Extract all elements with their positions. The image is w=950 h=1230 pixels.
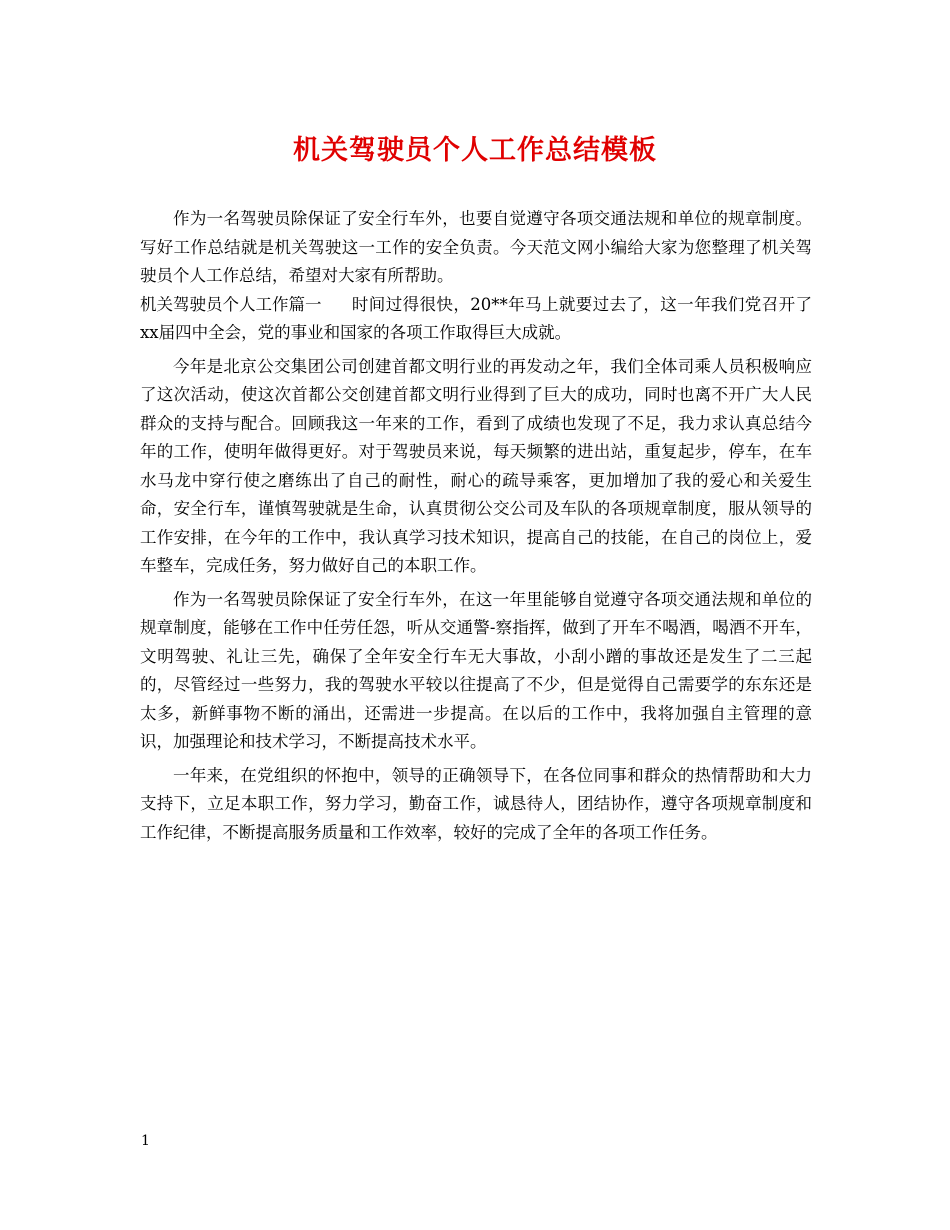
- body-paragraph: 一年来，在党组织的怀抱中，领导的正确领导下，在各位同事和群众的热情帮助和大力支持下，立足本职工作，努力学习，勤奋工作，诚恳待人，团结协作，遵守各项规章制度和工作纪律，不断提高服务质量和工作效率，较好的完成了全年的各项工作任务。: [140, 765, 812, 842]
- document-title: 机关驾驶员个人工作总结模板: [293, 135, 657, 166]
- document-body: [140, 205, 812, 847]
- body-paragraph: 今年是北京公交集团公司创建首都文明行业的再发动之年，我们全体司乘人员积极响应了这次活动，使这次首都公交创建首都文明行业得到了巨大的成功，同时也离不开广大人民群众的支持与配合。回顾我这一年来的工作，看到了成绩也发现了不足，我力求认真总结今年的工作，使明年做得更好。对于驾驶员来说，每天频繁的进出站，重复起步，停车，在车水马龙中穿行使之磨练出了自己的耐性，耐心的疏导乘客，更加增加了我的爱心和关爱生命，安全行车，谨慎驾驶就是生命，认真贯彻公交公司及车队的各项规章制度，服从领导的工作安排，在今年的工作中，我认真学习技术知识，提高自己的技能，在自己的岗位上，爱车整车，完成任务，努力做好自己的本职工作。: [140, 356, 812, 575]
- intro-paragraph: 作为一名驾驶员除保证了安全行车外，也要自觉遵守各项交通法规和单位的规章制度。写好工作总结就是机关驾驶这一工作的安全负责。今天范文网小编给大家为您整理了机关驾驶员个人工作总结，希望对大家有所帮助。: [140, 209, 812, 285]
- page-number: 1: [141, 1133, 150, 1149]
- section-first-paragraph-text: 时间过得很快，20**年马上就要过去了，这一年我们党召开了xx届四中全会，党的事业和国家的各项工作取得巨大成就。: [140, 294, 812, 342]
- section-first-paragraph: [140, 291, 812, 348]
- body-paragraph: 作为一名驾驶员除保证了安全行车外，在这一年里能够自觉遵守各项交通法规和单位的规章制度，能够在工作中任劳任怨，听从交通警-察指挥，做到了开车不喝酒，喝酒不开车，文明驾驶、礼让三先，确保了全年安全行车无大事故，小刮小蹭的事故还是发生了二三起的，尽管经过一些努力，我的驾驶水平较以往提高了不少，但是觉得自己需要学的东东还是太多，新鲜事物不断的涌出，还需进一步提高。在以后的工作中，我将加强自主管理的意识，加强理论和技术学习，不断提高技术水平。: [140, 589, 812, 751]
- section-heading: 机关驾驶员个人工作篇一: [140, 294, 322, 314]
